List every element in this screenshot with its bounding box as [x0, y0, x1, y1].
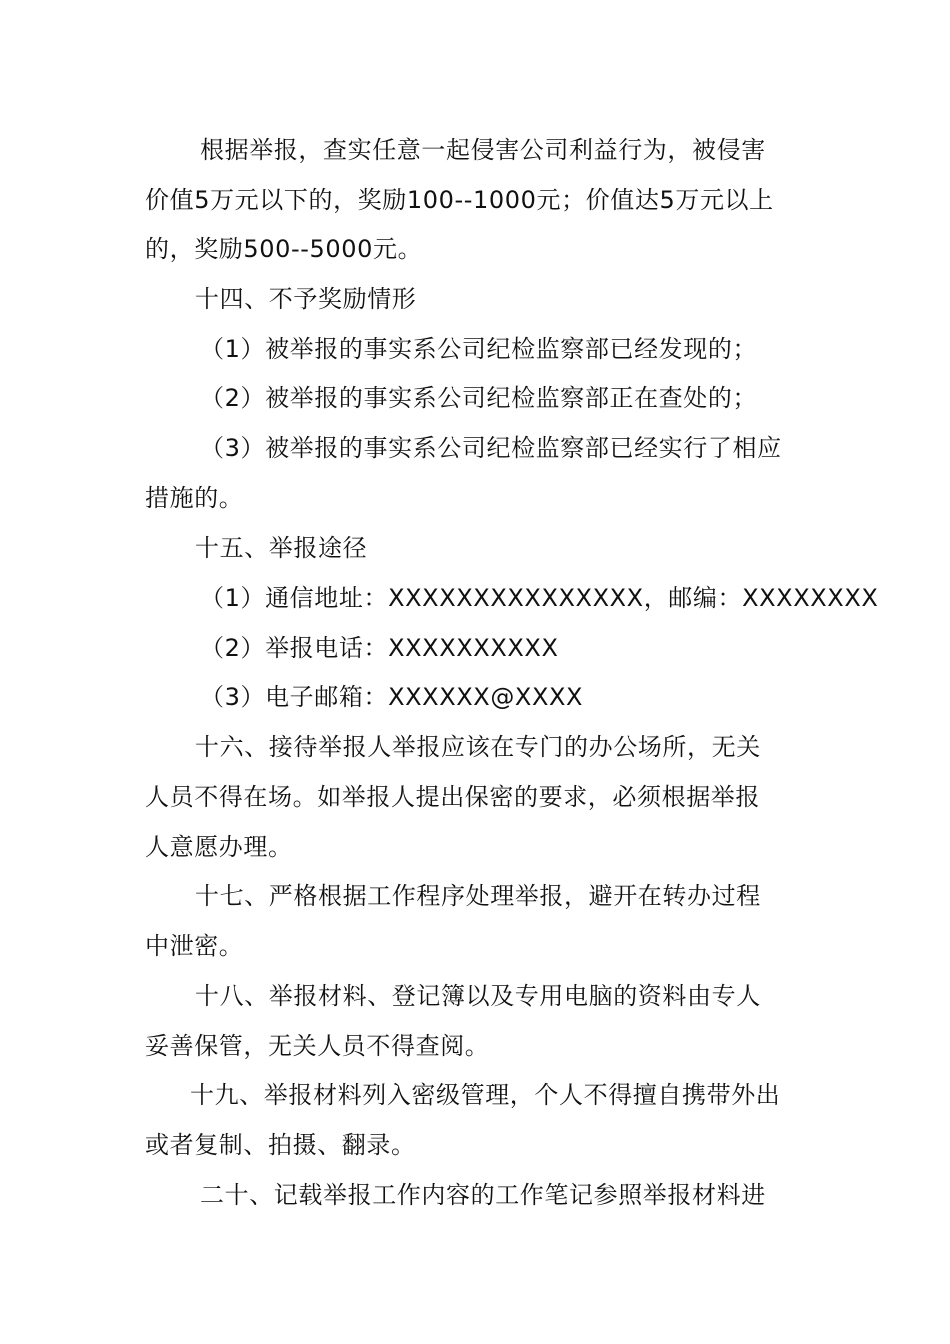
paragraph-line: 十六、接待举报人举报应该在专门的办公场所，无关 — [195, 733, 761, 761]
paragraph-line: 价值5万元以下的，奖励100--1000元；价值达5万元以上 — [145, 186, 774, 214]
paragraph-line: 的，奖励500--5000元。 — [145, 235, 423, 263]
list-item: （1）通信地址：XXXXXXXXXXXXXXX，邮编：XXXXXXXX — [200, 584, 879, 612]
paragraph-line: 人意愿办理。 — [145, 833, 293, 861]
list-item: （2）被举报的事实系公司纪检监察部正在查处的； — [200, 384, 758, 412]
paragraph-line: 妥善保管，无关人员不得查阅。 — [145, 1032, 490, 1060]
list-item: （2）举报电话：XXXXXXXXXX — [200, 634, 559, 662]
paragraph-line: 十八、举报材料、登记簿以及专用电脑的资料由专人 — [195, 982, 761, 1010]
paragraph-line: 根据举报，查实任意一起侵害公司利益行为，被侵害 — [200, 136, 766, 164]
list-item: （3）被举报的事实系公司纪检监察部已经实行了相应 — [200, 434, 782, 462]
section-heading: 十五、举报途径 — [195, 534, 368, 562]
paragraph-line: 十七、严格根据工作程序处理举报，避开在转办过程 — [195, 882, 761, 910]
list-item: （3）电子邮箱：XXXXXX@XXXX — [200, 683, 584, 711]
paragraph-line: 人员不得在场。如举报人提出保密的要求，必须根据举报 — [145, 783, 760, 811]
paragraph-line: 或者复制、拍摄、翻录。 — [145, 1131, 416, 1159]
list-item: （1）被举报的事实系公司纪检监察部已经发现的； — [200, 335, 758, 363]
paragraph-line: 二十、记载举报工作内容的工作笔记参照举报材料进 — [200, 1181, 766, 1209]
paragraph-line: 措施的。 — [145, 484, 244, 512]
paragraph-line: 十九、举报材料列入密级管理，个人不得擅自携带外出 — [190, 1081, 781, 1109]
paragraph-line: 中泄密。 — [145, 932, 244, 960]
section-heading: 十四、不予奖励情形 — [195, 285, 417, 313]
